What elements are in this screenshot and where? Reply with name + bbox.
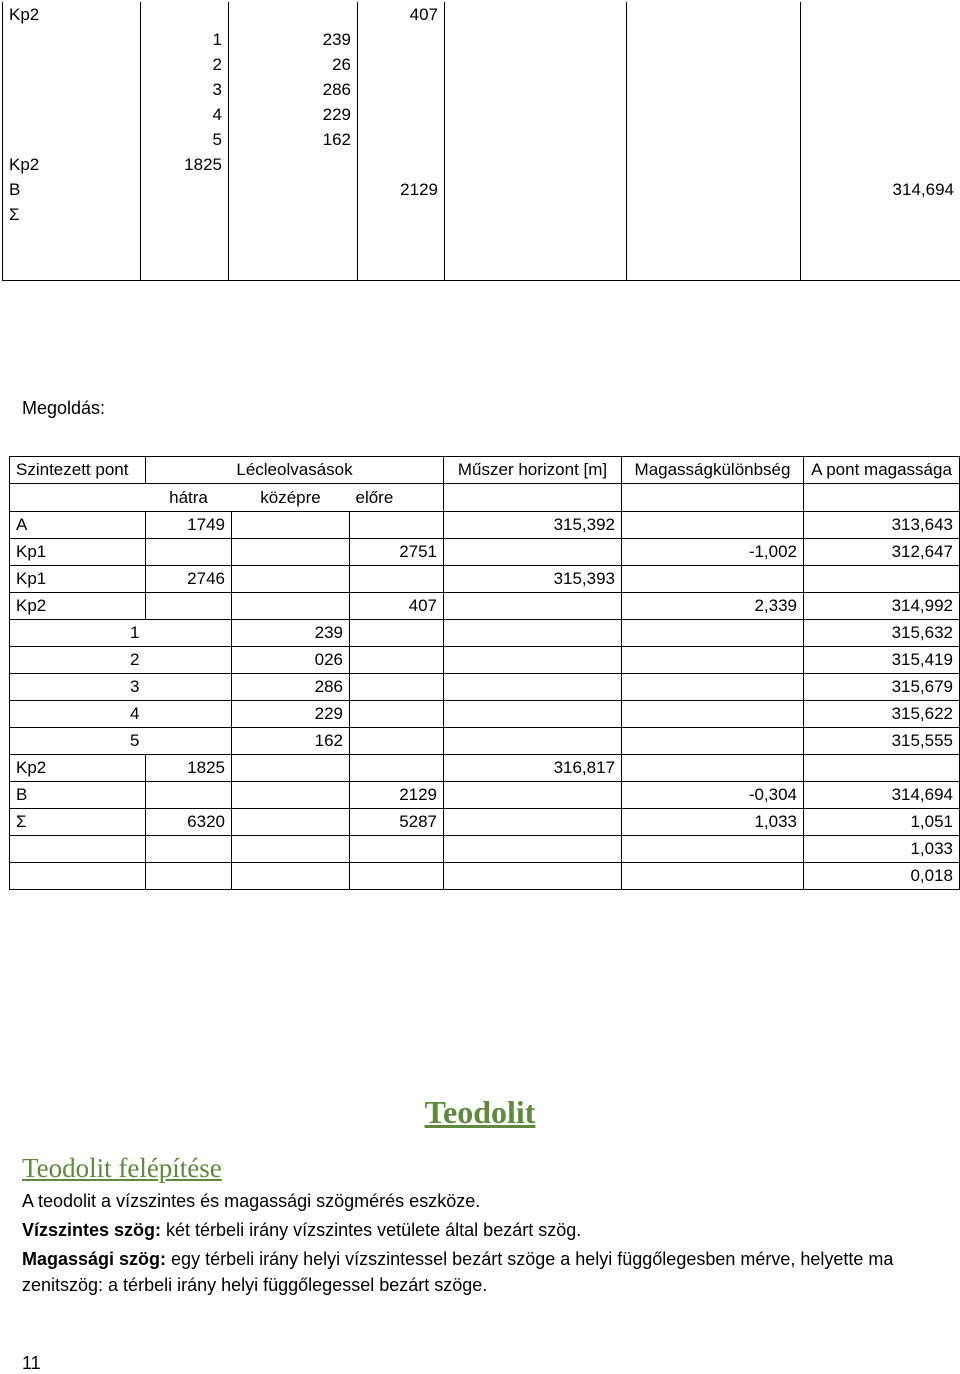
top-table-row — [3, 52, 960, 77]
table-cell: 407 — [350, 593, 444, 620]
subheader-empty — [10, 484, 146, 512]
top-table-row — [3, 152, 960, 177]
top-table-cell — [3, 252, 141, 281]
table-cell — [622, 755, 804, 782]
table-cell: 162 — [232, 728, 350, 755]
top-table-row — [3, 27, 960, 52]
top-table-cell — [801, 2, 960, 27]
point-cell: Kp1 — [10, 539, 146, 566]
table-cell — [146, 620, 232, 647]
table-cell: 315,419 — [804, 647, 960, 674]
table-cell — [232, 863, 350, 890]
table-row — [10, 755, 960, 782]
top-table-row — [3, 127, 960, 152]
header-height-difference: Magasságkülönbség — [622, 457, 804, 484]
subheader-forward: előre — [350, 484, 444, 512]
table-cell: 315,632 — [804, 620, 960, 647]
table-cell — [146, 674, 232, 701]
top-table — [2, 2, 960, 281]
top-table-cell — [3, 77, 141, 102]
table-cell: 026 — [232, 647, 350, 674]
point-cell: 3 — [10, 674, 146, 701]
point-cell: Kp1 — [10, 566, 146, 593]
point-cell: 4 — [10, 701, 146, 728]
table-cell: 2,339 — [622, 593, 804, 620]
table-cell — [350, 701, 444, 728]
table-cell — [444, 620, 622, 647]
top-table-cell — [627, 2, 801, 27]
table-cell: 286 — [232, 674, 350, 701]
top-table-cell: 2 — [141, 52, 229, 77]
table-cell: 314,992 — [804, 593, 960, 620]
top-table-cell — [627, 227, 801, 252]
paragraph-intro: A teodolit a vízszintes és magassági szögmérés eszköze. — [22, 1188, 937, 1214]
top-table-cell — [445, 27, 627, 52]
top-table-cell — [3, 27, 141, 52]
top-table-cell — [801, 202, 960, 227]
table-cell — [622, 674, 804, 701]
table-cell — [146, 593, 232, 620]
point-cell: B — [10, 782, 146, 809]
table-cell — [232, 755, 350, 782]
top-table-cell — [445, 152, 627, 177]
top-table-cell — [3, 227, 141, 252]
top-table-cell — [801, 102, 960, 127]
table-cell: 0,018 — [804, 863, 960, 890]
top-table-row — [3, 227, 960, 252]
table-cell — [350, 755, 444, 782]
table-cell — [622, 863, 804, 890]
table-cell — [232, 566, 350, 593]
point-cell: 2 — [10, 647, 146, 674]
table-cell: 6320 — [146, 809, 232, 836]
subheader-empty — [622, 484, 804, 512]
table-cell: 1749 — [146, 512, 232, 539]
table-row — [10, 674, 960, 701]
top-table-cell — [358, 152, 445, 177]
top-table-cell: 286 — [229, 77, 358, 102]
top-table-cell — [627, 252, 801, 281]
header-instrument-horizon: Műszer horizont [m] — [444, 457, 622, 484]
top-table-cell — [229, 202, 358, 227]
table-cell — [232, 836, 350, 863]
top-table-cell — [141, 177, 229, 202]
table-cell — [804, 755, 960, 782]
top-table-cell — [141, 202, 229, 227]
table-cell — [232, 809, 350, 836]
top-table-cell — [445, 2, 627, 27]
table-cell — [622, 620, 804, 647]
table-cell: -1,002 — [622, 539, 804, 566]
top-table-cell — [627, 177, 801, 202]
top-table-cell: 162 — [229, 127, 358, 152]
table-cell: 315,622 — [804, 701, 960, 728]
top-table-cell — [3, 127, 141, 152]
table-cell — [622, 566, 804, 593]
solution-label: Megoldás: — [22, 398, 105, 419]
table-cell — [444, 728, 622, 755]
table-cell — [350, 863, 444, 890]
table-cell — [232, 539, 350, 566]
term-vertical-angle: Magassági szög: — [22, 1249, 166, 1269]
top-table-cell — [627, 202, 801, 227]
table-cell: 2129 — [350, 782, 444, 809]
table-cell — [444, 863, 622, 890]
table-cell: 1,051 — [804, 809, 960, 836]
top-table-cell — [229, 252, 358, 281]
point-cell: A — [10, 512, 146, 539]
top-table-cell — [141, 252, 229, 281]
top-table-cell — [445, 102, 627, 127]
top-table-cell — [141, 227, 229, 252]
table-cell — [622, 701, 804, 728]
top-table-row — [3, 252, 960, 281]
table-row — [10, 782, 960, 809]
paragraph-horizontal-angle — [22, 1217, 937, 1243]
top-table-cell — [627, 102, 801, 127]
table-cell — [804, 566, 960, 593]
top-table-cell — [141, 2, 229, 27]
top-table-cell — [627, 127, 801, 152]
point-cell: Kp2 — [10, 755, 146, 782]
top-table-cell — [445, 202, 627, 227]
top-table-cell — [445, 127, 627, 152]
top-table-cell — [801, 227, 960, 252]
table-cell: 5287 — [350, 809, 444, 836]
table-cell — [444, 674, 622, 701]
header-point: Szintezett pont — [10, 457, 146, 484]
table-cell — [622, 836, 804, 863]
table-cell — [350, 836, 444, 863]
subheader-middle: középre — [232, 484, 350, 512]
table-cell — [444, 836, 622, 863]
top-table-cell — [445, 77, 627, 102]
top-table-cell — [801, 77, 960, 102]
table-cell — [444, 809, 622, 836]
table-cell: 2746 — [146, 566, 232, 593]
top-table-cell — [801, 252, 960, 281]
table-cell — [146, 836, 232, 863]
section-subtitle: Teodolit felépítése — [22, 1153, 222, 1184]
point-cell: Σ — [10, 809, 146, 836]
top-table-cell: 26 — [229, 52, 358, 77]
point-cell — [10, 836, 146, 863]
table-cell — [146, 647, 232, 674]
subheader-back: hátra — [146, 484, 232, 512]
table-cell — [444, 593, 622, 620]
table-row — [10, 863, 960, 890]
top-table-cell: 1825 — [141, 152, 229, 177]
table-row — [10, 593, 960, 620]
top-table-row — [3, 202, 960, 227]
table-cell — [350, 512, 444, 539]
top-table-cell — [627, 77, 801, 102]
table-row — [10, 539, 960, 566]
top-table-cell: B — [3, 177, 141, 202]
section-title: Teodolit — [0, 1094, 960, 1131]
top-table-cell: 1 — [141, 27, 229, 52]
table-cell — [350, 728, 444, 755]
table-cell: 312,647 — [804, 539, 960, 566]
table-cell — [622, 647, 804, 674]
top-table-cell — [358, 27, 445, 52]
table-cell — [444, 782, 622, 809]
top-table-cell: 314,694 — [801, 177, 960, 202]
top-table-row — [3, 177, 960, 202]
top-table-cell — [3, 102, 141, 127]
top-table-cell — [3, 52, 141, 77]
top-table-cell — [358, 202, 445, 227]
top-table-cell: 2129 — [358, 177, 445, 202]
top-table-cell — [229, 2, 358, 27]
top-table-cell — [445, 252, 627, 281]
top-table-cell — [358, 102, 445, 127]
header-point-height: A pont magassága — [804, 457, 960, 484]
point-cell — [10, 863, 146, 890]
table-cell — [350, 647, 444, 674]
table-row — [10, 620, 960, 647]
table-cell: 315,392 — [444, 512, 622, 539]
table-cell — [350, 620, 444, 647]
top-table-cell: 5 — [141, 127, 229, 152]
top-table-cell — [445, 227, 627, 252]
table-cell: 315,393 — [444, 566, 622, 593]
table-cell — [232, 782, 350, 809]
top-table-cell — [229, 152, 358, 177]
page-number: 11 — [22, 1353, 41, 1374]
table-cell: 313,643 — [804, 512, 960, 539]
top-table-cell — [801, 27, 960, 52]
table-row — [10, 701, 960, 728]
table-cell — [146, 863, 232, 890]
top-table-cell — [627, 52, 801, 77]
table-cell: 1825 — [146, 755, 232, 782]
table-row — [10, 836, 960, 863]
top-table-cell — [445, 52, 627, 77]
subheader-empty — [444, 484, 622, 512]
table-cell: 1,033 — [622, 809, 804, 836]
table-cell: 314,694 — [804, 782, 960, 809]
top-table-body — [3, 2, 960, 281]
definition-vertical-angle: egy térbeli irány helyi vízszintessel bezárt szöge a helyi függőlegesben mérve, helyette ma zenitszög: a térbeli irány helyi függőlegessel bezárt szöge. — [22, 1249, 893, 1295]
top-table-cell — [801, 52, 960, 77]
table-row — [10, 728, 960, 755]
table-cell: 2751 — [350, 539, 444, 566]
table-cell — [146, 728, 232, 755]
table-cell — [444, 539, 622, 566]
header-row — [10, 457, 960, 484]
top-table-cell: 229 — [229, 102, 358, 127]
top-table-cell: 407 — [358, 2, 445, 27]
table-row — [10, 647, 960, 674]
table-row — [10, 512, 960, 539]
top-table-cell: 3 — [141, 77, 229, 102]
table-cell: 315,679 — [804, 674, 960, 701]
table-cell — [350, 566, 444, 593]
top-table-cell: Σ — [3, 202, 141, 227]
top-table-cell: 239 — [229, 27, 358, 52]
table-cell: 239 — [232, 620, 350, 647]
top-table-cell — [358, 77, 445, 102]
top-table-row — [3, 102, 960, 127]
solution-table — [9, 456, 960, 890]
top-table-cell — [627, 27, 801, 52]
point-cell: 1 — [10, 620, 146, 647]
top-table-cell — [358, 227, 445, 252]
top-table-cell — [445, 177, 627, 202]
header-readings: Lécleolvasások — [146, 457, 444, 484]
table-cell: 229 — [232, 701, 350, 728]
top-table-cell — [801, 152, 960, 177]
top-table-cell: 4 — [141, 102, 229, 127]
table-row — [10, 809, 960, 836]
table-cell — [146, 539, 232, 566]
top-table-cell — [229, 227, 358, 252]
top-table-cell — [358, 52, 445, 77]
table-cell: 316,817 — [444, 755, 622, 782]
definition-horizontal-angle: két térbeli irány vízszintes vetülete által bezárt szög. — [161, 1220, 581, 1240]
top-table-cell — [229, 177, 358, 202]
table-cell — [444, 647, 622, 674]
top-table-row — [3, 77, 960, 102]
subheader-empty — [804, 484, 960, 512]
point-cell: 5 — [10, 728, 146, 755]
table-cell — [146, 782, 232, 809]
table-cell — [622, 512, 804, 539]
table-cell — [146, 701, 232, 728]
solution-table-body — [10, 512, 960, 890]
table-cell — [444, 701, 622, 728]
table-cell: 1,033 — [804, 836, 960, 863]
top-table-cell — [358, 127, 445, 152]
table-cell: -0,304 — [622, 782, 804, 809]
top-table-cell — [358, 252, 445, 281]
top-table-cell — [801, 127, 960, 152]
top-table-row — [3, 2, 960, 27]
table-cell — [232, 512, 350, 539]
table-cell — [232, 593, 350, 620]
table-cell — [622, 728, 804, 755]
top-table-cell: Kp2 — [3, 152, 141, 177]
term-horizontal-angle: Vízszintes szög: — [22, 1220, 161, 1240]
top-table-cell — [627, 152, 801, 177]
subheader-row — [10, 484, 960, 512]
table-row — [10, 566, 960, 593]
point-cell: Kp2 — [10, 593, 146, 620]
paragraph-vertical-angle — [22, 1246, 937, 1298]
top-table-cell: Kp2 — [3, 2, 141, 27]
table-cell — [350, 674, 444, 701]
table-cell: 315,555 — [804, 728, 960, 755]
